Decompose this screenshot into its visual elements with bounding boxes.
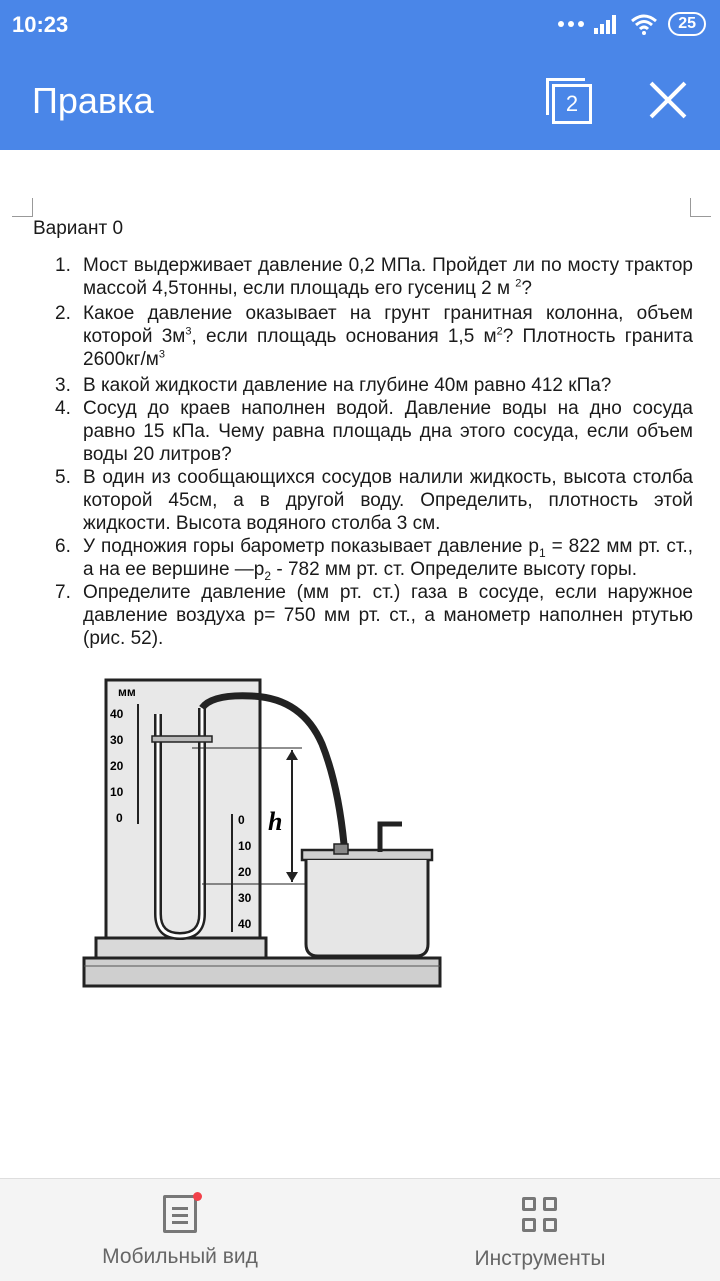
scale-tick-label: 40 — [238, 917, 252, 931]
vessel-valve — [380, 824, 402, 852]
manometer-figure — [82, 674, 444, 990]
pages-button[interactable] — [546, 78, 594, 124]
page-corner-right — [690, 198, 711, 217]
list-item: 3. В какой жидкости давление на глубине 40м равно 412 кПа? — [55, 375, 612, 396]
list-item: 6. У подножия горы барометр показывает давление $р_1 = 822$ мм рт. ст., а на ее вершине $—р_2 - 782$ мм рт. ст. Определите высоту горы. — [55, 536, 693, 583]
bottom-nav — [0, 1178, 720, 1281]
variant-heading: Вариант 0 — [33, 218, 124, 239]
scale-tick-label: 40 — [110, 707, 124, 721]
mobile-view-label: Мобильный вид — [102, 1245, 258, 1268]
more-dots-icon — [558, 21, 584, 27]
scale-tick-label: 30 — [238, 891, 252, 905]
status-icons — [558, 12, 706, 36]
scale-tick-label: 10 — [110, 785, 124, 799]
grid-icon — [520, 1195, 560, 1235]
stand-base — [96, 938, 266, 958]
wifi-icon — [630, 13, 658, 35]
page-title: Правка — [32, 80, 154, 121]
scale-tick-label: 30 — [110, 733, 124, 747]
scale-tick-label: 0 — [238, 813, 245, 827]
scale-tick-label: 10 — [238, 839, 252, 853]
status-time: 10:23 — [12, 12, 69, 37]
scale-tick-label: 20 — [110, 759, 124, 773]
base-plate — [84, 958, 440, 986]
mobile-view-button[interactable] — [80, 1193, 280, 1269]
document-icon — [163, 1195, 197, 1233]
pages-count: 2 — [552, 84, 592, 124]
scale-tick-label: 0 — [116, 811, 123, 825]
status-bar — [0, 0, 720, 50]
tools-button[interactable] — [440, 1193, 640, 1271]
list-item: 2. Какое давление оказывает на грунт гранитная колонна, объем которой $3м^3$, если площадь основания 1,5 $м^2$? Плотность гранита $2600кг/м^3$ — [55, 303, 694, 370]
h-label: h — [268, 807, 283, 836]
task-list — [33, 254, 693, 650]
notification-dot — [193, 1192, 202, 1201]
signal-icon — [594, 14, 620, 34]
close-icon[interactable] — [648, 80, 688, 120]
list-item: 4. Сосуд до краев наполнен водой. Давление воды на дно сосуда равно 15 кПа. Чему равна площадь дна этого сосуда, если объем воды 20 литров? — [55, 398, 693, 465]
page-corner-left — [12, 198, 33, 217]
app-bar — [0, 0, 720, 150]
unit-label: мм — [118, 685, 136, 699]
tools-label: Инструменты — [474, 1247, 606, 1270]
list-item: 5. В один из сообщающихся сосудов налили жидкость, высота столба которой 45см, а в другой воду. Определить, плотность этой жидкости. Высота водяного столба 3 см. — [55, 467, 693, 534]
battery-icon: 25 — [668, 12, 706, 36]
gas-vessel — [306, 860, 428, 956]
document-page[interactable] — [0, 150, 720, 1178]
scale-tick-label: 20 — [238, 865, 252, 879]
list-item: 7. Определите давление (мм рт. ст.) газа в сосуде, если наружное давление воздуха р= 750 мм рт. ст., а манометр наполнен ртутью (рис. 52). — [55, 582, 693, 649]
scale-board — [106, 680, 260, 938]
list-item: 1. Мост выдерживает давление 0,2 МПа. Пройдет ли по мосту трактор массой 4,5тонны, если площадь его гусениц 2 м $^2$? — [55, 255, 693, 299]
